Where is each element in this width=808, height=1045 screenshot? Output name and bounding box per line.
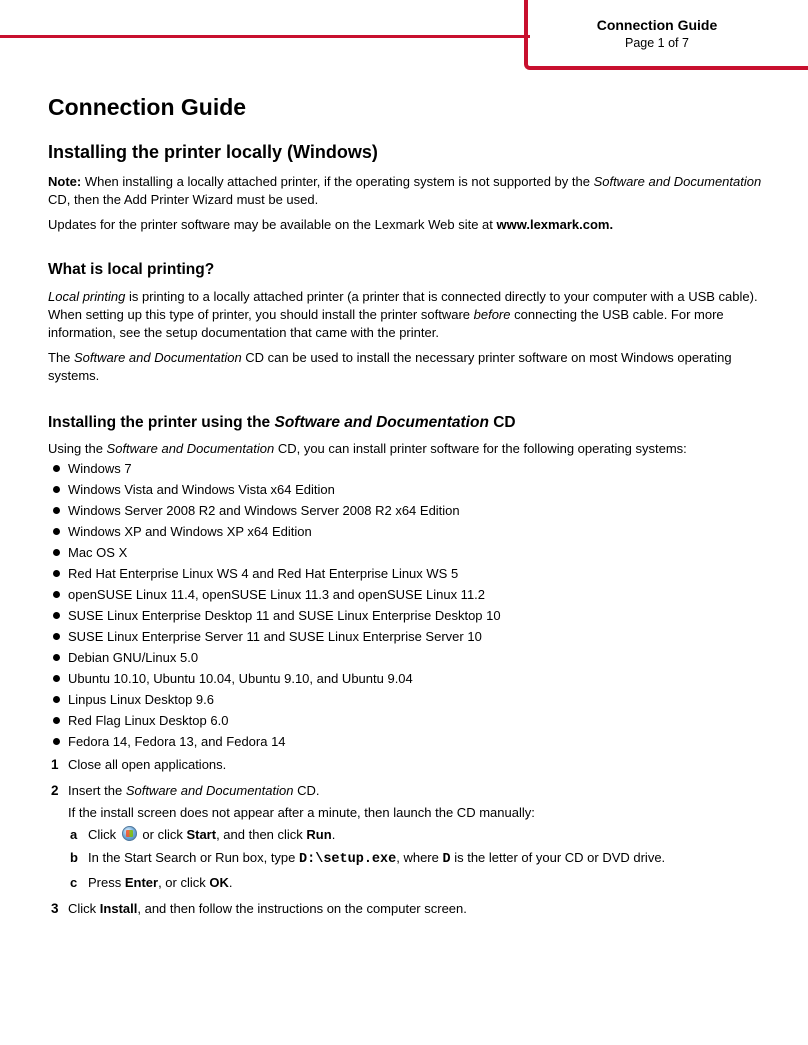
substep-letter: b <box>70 849 78 865</box>
header-rule <box>0 35 530 38</box>
substep-letter: a <box>70 826 78 842</box>
list-item: Ubuntu 10.10, Ubuntu 10.04, Ubuntu 9.10, and Ubuntu 9.04 <box>48 670 778 688</box>
bullet-icon <box>53 570 60 577</box>
document-body <box>48 94 778 926</box>
header-title: Connection Guide <box>596 17 718 33</box>
section-heading-installing-cd: Installing the printer using the Software and Documentation CD <box>48 413 516 431</box>
step-number: 2 <box>51 782 59 798</box>
list-item: Mac OS X <box>48 544 778 562</box>
substep-b: b In the Start Search or Run box, type D:\setup.exe, where D is the letter of your CD or DVD drive. <box>70 849 666 867</box>
bullet-icon <box>53 633 60 640</box>
substep-c: c Press Enter, or click OK. <box>70 874 233 890</box>
list-item: SUSE Linux Enterprise Server 11 and SUSE Linux Enterprise Server 10 <box>48 628 778 646</box>
bullet-icon <box>53 528 60 535</box>
bullet-icon <box>53 738 60 745</box>
setup-command: D:\setup.exe <box>299 851 397 867</box>
substep-a: a Click or click Start, and then click Run. <box>70 826 336 842</box>
list-item: Windows 7 <box>48 460 778 478</box>
note-paragraph: Note: When installing a locally attached printer, if the operating system is not supported by the Software and Documentation CD, then the Add Printer Wizard must be used. <box>48 174 762 208</box>
substep-letter: c <box>70 874 78 890</box>
list-item: openSUSE Linux 11.4, openSUSE Linux 11.3 and openSUSE Linux 11.2 <box>48 586 778 604</box>
drive-letter: D <box>442 851 451 867</box>
step-2-substeps <box>68 826 778 892</box>
bullet-icon <box>53 696 60 703</box>
header-frame <box>524 0 808 70</box>
lexmark-link[interactable]: www.lexmark.com. <box>496 217 614 233</box>
bullet-icon <box>53 675 60 682</box>
section-heading-installing-locally: Installing the printer locally (Windows) <box>48 141 378 162</box>
list-item: Fedora 14, Fedora 13, and Fedora 14 <box>48 733 778 751</box>
list-item: Windows XP and Windows XP x64 Edition <box>48 523 778 541</box>
section-heading-local-printing: What is local printing? <box>48 261 215 279</box>
bullet-icon <box>53 507 60 514</box>
header-page-number: Page 1 of 7 <box>625 36 689 50</box>
bullet-icon <box>53 591 60 598</box>
list-item: Debian GNU/Linux 5.0 <box>48 649 778 667</box>
bullet-icon <box>53 549 60 556</box>
step-2: 2 Insert the Software and Documentation CD. If the install screen does not appear after a minute, then launch the CD manually: a Click or click Start, and then click Run. b In the Start Search or Run box, type D:\setup.exe, where D is the letter of your CD or DVD drive. c Press Enter, or click OK. <box>48 782 778 892</box>
list-item: SUSE Linux Enterprise Desktop 11 and SUSE Linux Enterprise Desktop 10 <box>48 607 778 625</box>
document-title: Connection Guide <box>48 94 247 120</box>
local-printing-paragraph: Local printing is printing to a locally attached printer (a printer that is connected directly to your computer with a USB cable). When setting up this type of printer, you should install the printer software before connecting the USB cable. For more information, see the setup documentation that came with the printer. <box>48 288 758 340</box>
step-number: 1 <box>51 756 59 772</box>
cd-paragraph: The Software and Documentation CD can be used to install the necessary printer software on most Windows operating systems. <box>48 349 732 383</box>
step-1: 1 Close all open applications. <box>51 756 227 772</box>
step-2-note: If the install screen does not appear after a minute, then launch the CD manually: <box>68 804 535 820</box>
step-number: 3 <box>51 900 59 916</box>
list-item: Red Flag Linux Desktop 6.0 <box>48 712 778 730</box>
bullet-icon <box>53 654 60 661</box>
updates-paragraph: Updates for the printer software may be available on the Lexmark Web site at www.lexmark.com. <box>48 217 614 233</box>
step-3: 3 Click Install, and then follow the instructions on the computer screen. <box>51 900 467 916</box>
os-intro-paragraph: Using the Software and Documentation CD, you can install printer software for the following operating systems: <box>48 440 687 456</box>
windows-start-icon <box>122 826 137 841</box>
bullet-icon <box>53 717 60 724</box>
install-steps <box>48 756 778 918</box>
list-item: Windows Server 2008 R2 and Windows Server 2008 R2 x64 Edition <box>48 502 778 520</box>
os-list <box>48 460 778 751</box>
note-label: Note: <box>48 174 82 190</box>
list-item: Windows Vista and Windows Vista x64 Edition <box>48 481 778 499</box>
bullet-icon <box>53 486 60 493</box>
list-item: Linpus Linux Desktop 9.6 <box>48 691 778 709</box>
bullet-icon <box>53 465 60 472</box>
bullet-icon <box>53 612 60 619</box>
list-item: Red Hat Enterprise Linux WS 4 and Red Hat Enterprise Linux WS 5 <box>48 565 778 583</box>
